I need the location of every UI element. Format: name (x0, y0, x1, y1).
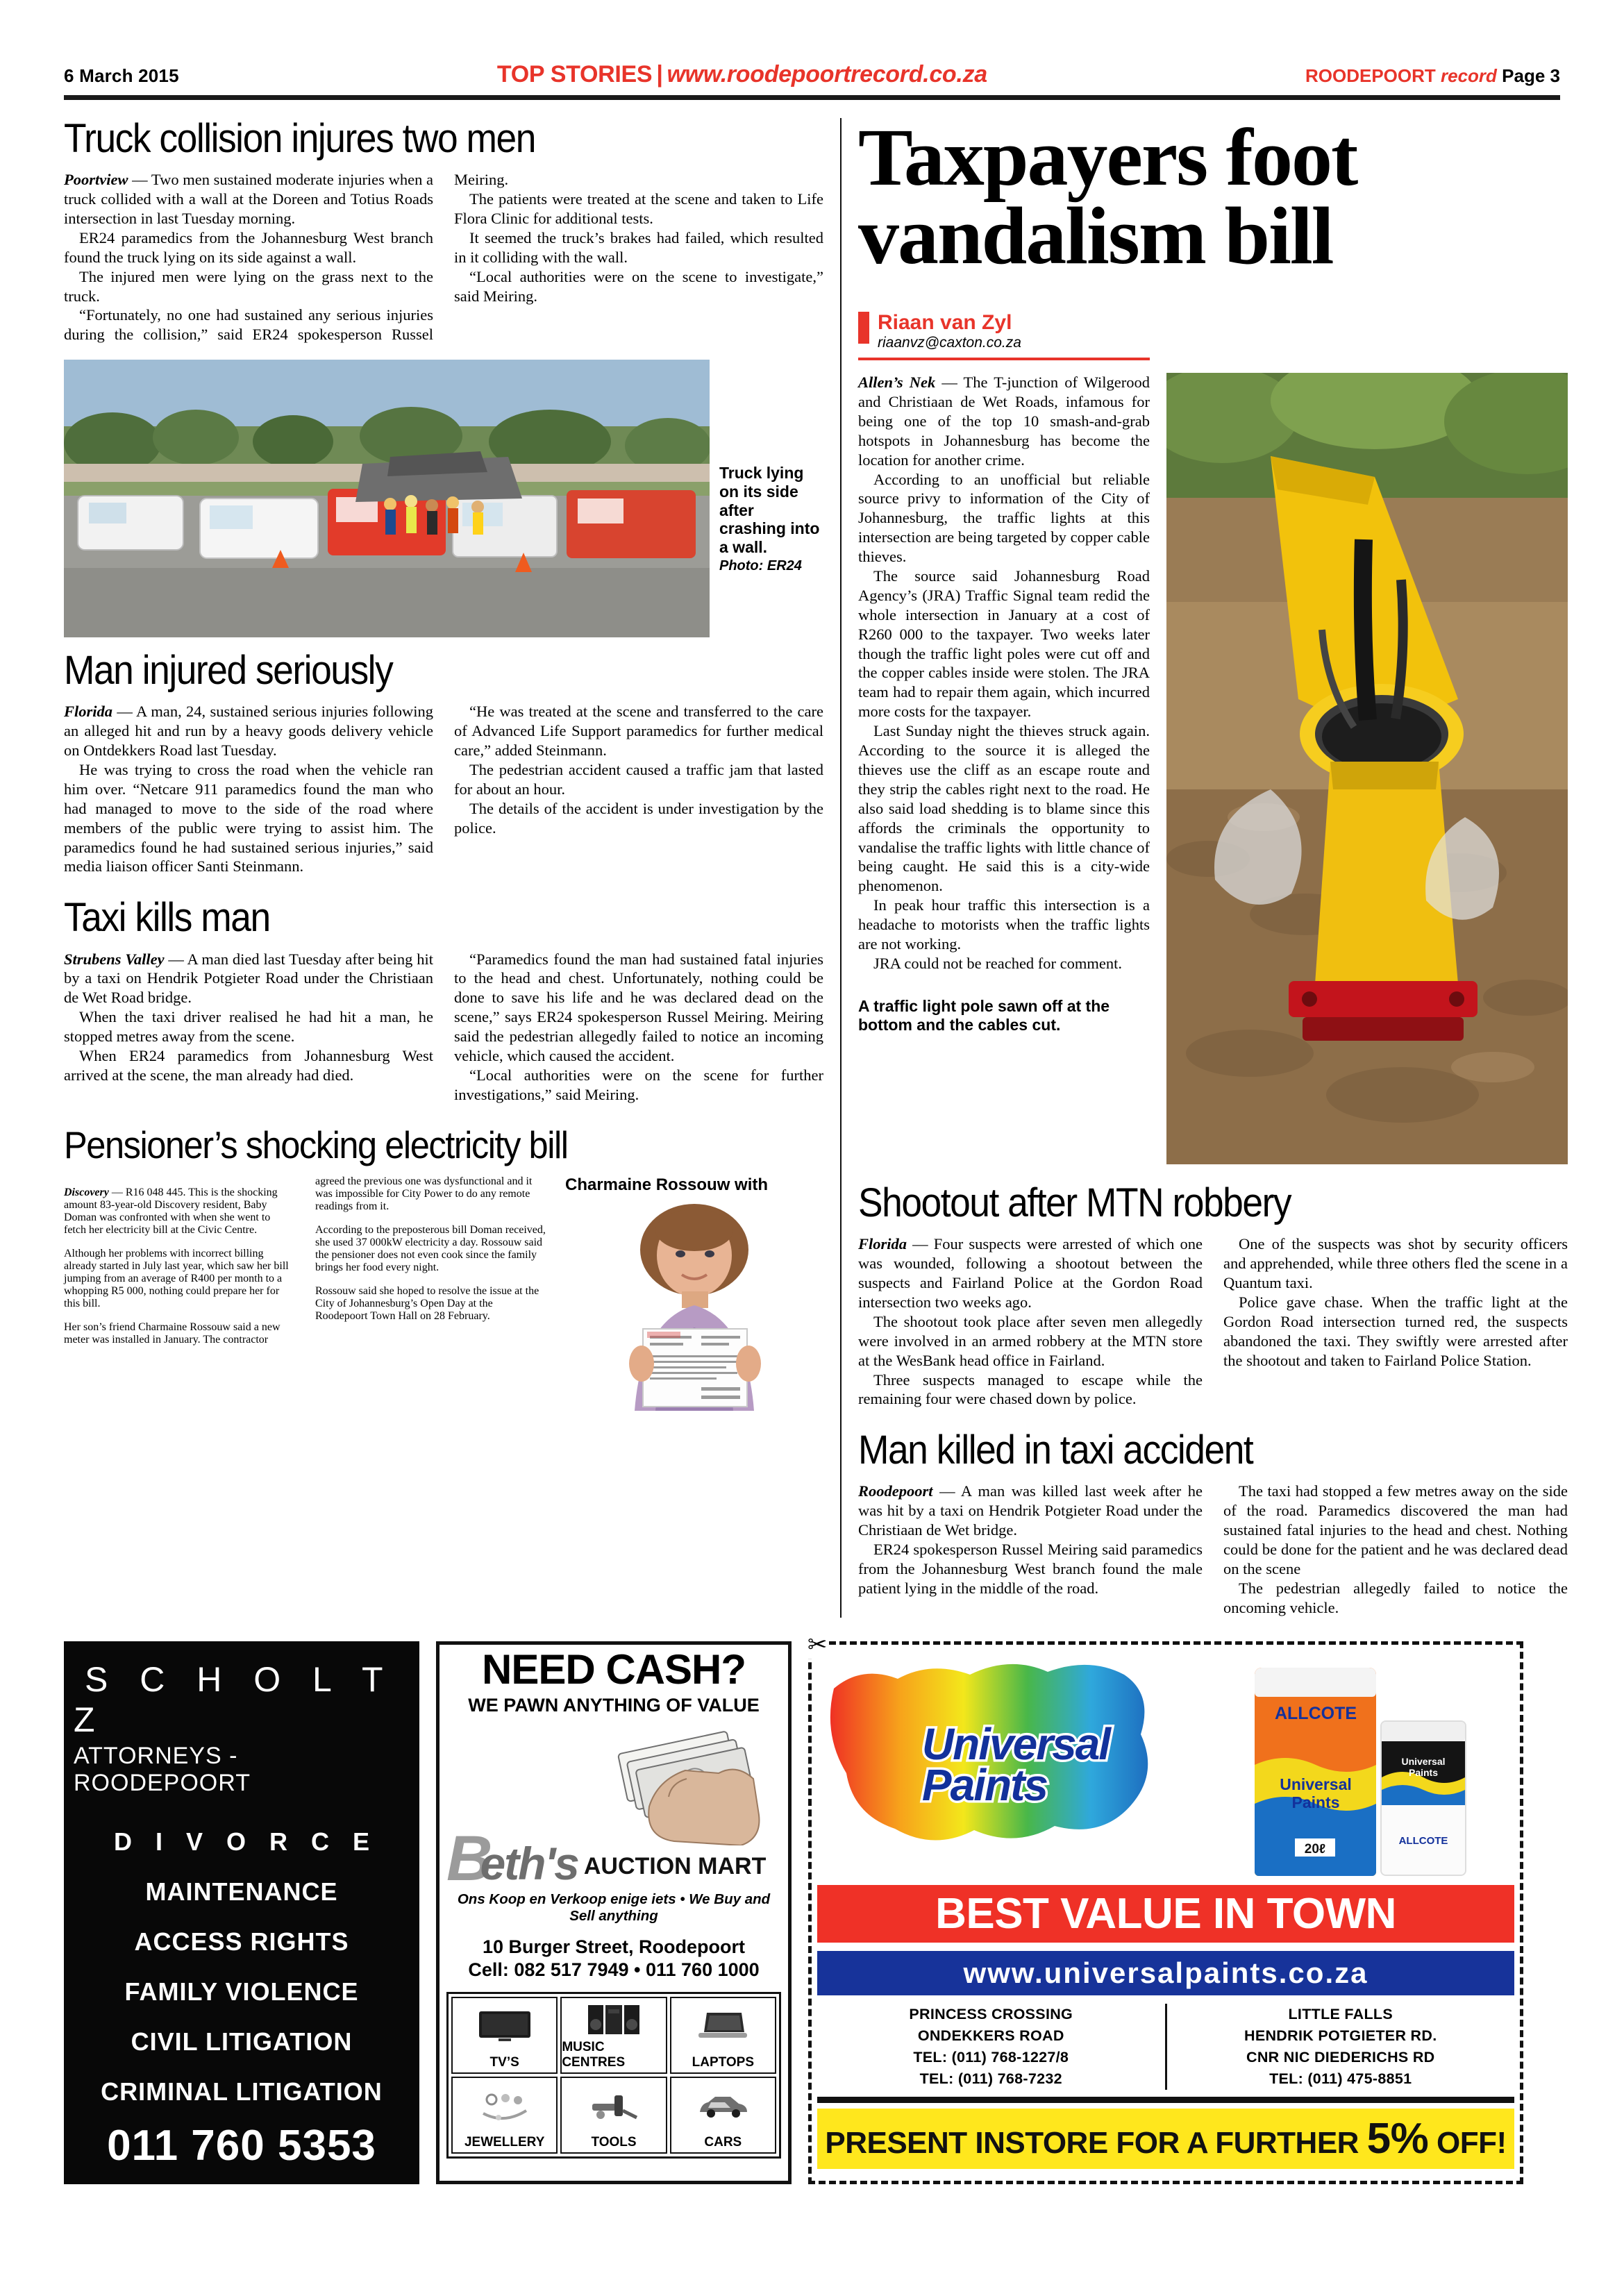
paragraph: The pedestrian accident caused a traffic jam that lasted for about an hour. (454, 761, 823, 798)
scholtz-phone[interactable]: 011 760 5353 (107, 2121, 376, 2170)
paragraph: When ER24 paramedics from Johannesburg West arrived at the scene, the man already had died. (64, 1046, 433, 1084)
masthead-section (497, 61, 987, 88)
masthead-section-label: TOP STORIES (496, 61, 653, 87)
scholtz-service-maintenance: MAINTENANCE (145, 1877, 338, 1906)
woman-holding-bill-art (565, 1203, 823, 1411)
headline-shootout-mtn: Shootout after MTN robbery (858, 1180, 1291, 1226)
beths-hero (446, 1716, 781, 1895)
paragraph: “Fortunately, no one had sustained any serious injuries during the collision,” said ER24 spokesperson Russel Meiring. (64, 171, 509, 344)
lead-place: Florida (64, 703, 113, 721)
scholtz-service-civil-litigation: CIVIL LITIGATION (131, 2027, 353, 2056)
svg-text:Universal: Universal (1400, 1755, 1446, 1767)
advertisement-row (64, 1631, 1560, 2184)
universal-stores (817, 2004, 1514, 2104)
laptop-glyph (696, 2010, 750, 2043)
paragraph-rest: — Two men sustained moderate injuries when a truck collided with a wall at the Doreen and Totius Roads intersection in last Tuesday morning. (64, 171, 433, 227)
article-man-killed-taxi (858, 1427, 1568, 1617)
masthead-rule (64, 95, 1560, 100)
paragraph: ER24 spokesperson Russel Meiring said paramedics from the Johannesburg West branch found the male patient lying in the middle of the road. (858, 1541, 1203, 1597)
byline (858, 312, 1150, 361)
tv-icon (453, 1998, 556, 2055)
lead-place: Allen’s Nek (858, 374, 936, 392)
scholtz-services (74, 1827, 410, 2106)
headline-line-2: vandalism bill (858, 190, 1333, 282)
universal-splash (821, 1661, 1210, 1869)
left-column (64, 118, 823, 1618)
scissors-icon: ✂ (807, 1631, 828, 1658)
lead-place: Poortview (64, 171, 128, 189)
paragraph-rest: — A man was killed last week after he was hit by a taxi on Hendrik Potgieter Road under the Christiaan de Wet bridge. (858, 1482, 1203, 1539)
headline-taxi-kills-man: Taxi kills man (64, 895, 270, 941)
universal-brand-line2: Paints (921, 1759, 1047, 1810)
scholtz-service-divorce: D I V O R C E (113, 1827, 378, 1856)
headline-man-injured: Man injured seriously (64, 648, 393, 694)
paragraph-rest: — R16 048 445. This is the shocking amount 83-year-old Discovery resident, Baby Doman was confronted with when she went to fetch her electricity bill at the Civic Centre. (64, 1186, 278, 1236)
masthead-separator: | (656, 61, 663, 87)
paragraph: Rossouw said she hoped to resolve the issue at the City of Johannesburg’s Open Day at the Roodepoort Town Hall on 28 February. (315, 1284, 539, 1322)
paragraph (858, 373, 1150, 469)
lead-story-text (858, 373, 1150, 1164)
universal-offer-banner (817, 2109, 1514, 2169)
truck-scene-art (64, 360, 710, 637)
tools-icon (562, 2078, 665, 2135)
ad-universal-paints[interactable] (807, 1631, 1523, 2184)
universal-store-little-falls (1167, 2004, 1515, 2090)
lead-place: Florida (858, 1235, 907, 1253)
truck-photo-caption-text: Truck lying on its side after crashing into a wall. (719, 464, 820, 556)
lead-place: Discovery (64, 1186, 109, 1198)
beths-category-label: LAPTOPS (692, 2055, 755, 2070)
store-street: HENDRIK POTGIETER RD. (1244, 2027, 1437, 2044)
pensioner-photo (565, 1203, 823, 1411)
paragraph (64, 1187, 294, 1237)
body-taxi-kills-man (64, 950, 823, 1105)
paragraph: The source said Johannesburg Road Agency’s (JRA) Traffic Signal team redid the whole intersection in January at a cost of R260 000 to the taxpayer. Two weeks later though the traffic light poles were cut off and the copper cables inside were stolen. The JRA team had to repair them again, which incurred more costs for the taxpayer. (858, 567, 1150, 721)
body-pensioner-bill (64, 1175, 823, 1411)
ad-scholtz-attorneys[interactable] (64, 1641, 419, 2184)
paragraph (64, 702, 433, 760)
paragraph: The details of the accident is under investigation by the police. (454, 799, 823, 837)
stereo-glyph (587, 2002, 641, 2036)
article-shootout-mtn (858, 1182, 1568, 1409)
paragraph: In peak hour traffic this intersection is a headache to motorists when the traffic lights are not working. (858, 896, 1150, 953)
body-shootout-mtn (858, 1234, 1568, 1409)
svg-text:Paints: Paints (1408, 1766, 1438, 1778)
scholtz-service-family-violence: FAMILY VIOLENCE (124, 1977, 359, 2006)
masthead-brand-record: record (1441, 65, 1497, 86)
beths-tagline: Ons Koop en Verkoop enige iets • We Buy and Sell anything (457, 1891, 771, 1924)
paragraph: When the taxi driver realised he had hit a man, he stopped metres away from the scene. (64, 1008, 433, 1046)
tools-glyph (587, 2090, 641, 2123)
paragraph: The patients were treated at the scene and taken to Life Flora Clinic for additional tests. (454, 190, 823, 227)
article-pensioner-bill (64, 1125, 823, 1411)
truck-photo-credit: Photo: ER24 (719, 558, 802, 573)
headline-man-killed-taxi: Man killed in taxi accident (858, 1427, 1253, 1473)
byline-email[interactable]: riaanvz@caxton.co.za (878, 335, 1021, 351)
beths-contact (446, 1936, 781, 1983)
jewellery-glyph (478, 2090, 532, 2123)
beths-headline: NEED CASH? (481, 1645, 746, 1693)
paragraph-rest: — Four suspects were arrested of which one was wounded, following a shootout between the suspects and Fairland Police at the Gordon Road intersection two weeks ago. (858, 1235, 1203, 1311)
store-name: PRINCESS CROSSING (909, 2005, 1073, 2022)
article-taxi-kills-man (64, 897, 823, 1104)
paragraph: Although her problems with incorrect billing already started in July last year, which saw her bill jumping from an average of R400 per month to a whopping R5 000, nothing could prepare her for this bill. (64, 1247, 289, 1309)
paragraph: Three suspects managed to escape while the remaining four were chased down by police. (858, 1371, 1203, 1408)
ad-beths-auction-mart[interactable] (436, 1641, 792, 2184)
truck-crash-photo (64, 360, 710, 637)
offer-suffix: OFF! (1428, 2126, 1507, 2161)
paragraph: Police gave chase. When the traffic light at the Gordon Road intersection turned red, the suspects abandoned the taxi. They swiftly were arrested after the shootout and taken to Fairland Police Station. (1223, 1293, 1568, 1369)
beths-category-laptops (670, 1997, 776, 2074)
scholtz-name: S C H O L T Z (74, 1659, 394, 1739)
beths-category-tvs (451, 1997, 558, 2074)
car-glyph (696, 2090, 750, 2123)
paragraph: One of the suspects was shot by security officers and apprehended, while three others fled the scene in a Quantum taxi. (1223, 1235, 1568, 1292)
svg-text:20ℓ: 20ℓ (1304, 1841, 1325, 1857)
paragraph: The taxi had stopped a few metres away on the side of the road. Paramedics discovered the man had sustained fatal injuries to the head and chest. Nothing could be done for the patient and he was declared dead on the scene (1223, 1482, 1568, 1578)
car-icon (671, 2078, 775, 2135)
paragraph (64, 950, 433, 1008)
headline-truck-collision: Truck collision injures two men (64, 116, 535, 161)
byline-accent-bar (858, 312, 869, 344)
paragraph-rest: — A man, 24, sustained serious injuries following an alleged hit and run by a heavy goods delivery vehicle on Ontdekkers Road last Tuesday. (64, 703, 433, 760)
paragraph: According to an unofficial but reliable source privy to information of the City of Johannesburg, the traffic lights at this intersection are being targeted by copper cable thieves. (858, 470, 1150, 566)
beths-category-jewellery (451, 2077, 558, 2154)
paint-can-20l (1255, 1668, 1376, 1876)
masthead (64, 0, 1560, 88)
store-street: ONDEKKERS ROAD (917, 2027, 1064, 2044)
right-column (858, 112, 1568, 1618)
lead-place: Strubens Valley (64, 950, 165, 968)
beths-category-grid (446, 1992, 781, 2159)
beths-subhead: WE PAWN ANYTHING OF VALUE (468, 1694, 760, 1716)
traffic-light-pole-photo (1166, 373, 1568, 1164)
masthead-brand-name: ROODEPOORT (1305, 65, 1436, 86)
universal-hero (812, 1645, 1520, 1885)
store-tel-1: CNR NIC DIEDERICHS RD (1246, 2049, 1435, 2066)
offer-prefix: PRESENT INSTORE FOR A FURTHER (825, 2126, 1367, 2161)
music-centre-icon (562, 1998, 665, 2040)
body-truck-collision (64, 170, 823, 344)
universal-paints-logo (921, 1718, 1110, 1810)
paragraph: Last Sunday night the thieves struck again. According to the source it is alleged the thieves use the cliff as an escape route and they strip the cables right next to the road. He also said load shedding is to blame since this affords the criminals the opportunity to vandalise the traffic lights with little chance of being caught. He said this is a city-wide phenomenon. (858, 722, 1150, 895)
beths-logo-auction-mart: AUCTION MART (583, 1852, 767, 1879)
pensioner-photo-col (565, 1175, 823, 1411)
article-truck-collision (64, 118, 823, 637)
beths-logo (446, 1823, 767, 1895)
paragraph: He was trying to cross the road when the vehicle ran him over. “Netcare 911 paramedics found the man who had managed to move to the side of the road where members of the public were trying to assist him. The paramedics found he had sustained serious injuries,” said media liaison officer Santi Steinmann. (64, 761, 433, 875)
lead-place: Roodepoort (858, 1482, 933, 1500)
small-can-art (1382, 1722, 1465, 1875)
can-brand-label: ALLCOTE (1274, 1703, 1357, 1723)
pensioner-text (64, 1175, 546, 1411)
body-lead-story (858, 373, 1568, 1164)
paragraph: “He was treated at the scene and transferred to the care of Advanced Life Support paramedics for further medical care,” added Steinmann. (454, 703, 823, 760)
beths-category-music-centres (560, 1997, 667, 2074)
truck-photo-row (64, 360, 823, 637)
hand-with-cash-icon (613, 1720, 780, 1845)
byline-text (878, 312, 1021, 351)
column-divider (840, 118, 842, 1618)
universal-brand-line1: Universal (921, 1718, 1110, 1769)
beths-logo-eths: eth's (480, 1838, 578, 1889)
masthead-date: 6 March 2015 (64, 65, 179, 86)
laptop-icon (671, 1998, 775, 2055)
scholtz-service-access-rights: ACCESS RIGHTS (134, 1927, 349, 1956)
pole-photo-caption: A traffic light pole sawn off at the bottom and the cables cut. (858, 996, 1110, 1034)
byline-row (858, 312, 1150, 351)
paragraph-rest: — The T-junction of Wilgerood and Christiaan de Wet Roads, infamous for being one of the top 10 smash-and-grab hotspots in Johannesburg has become the location for another crime. (858, 374, 1150, 469)
offer-percent: 5% (1366, 2115, 1429, 2163)
paragraph: “Local authorities were on the scene for further investigations,” said Meiring. (454, 1066, 823, 1103)
masthead-page-number: Page 3 (1502, 65, 1560, 86)
body-man-injured (64, 702, 823, 876)
paragraph (64, 170, 433, 228)
store-name: LITTLE FALLS (1288, 2005, 1393, 2022)
headline-pensioner-bill: Pensioner’s shocking electricity bill (64, 1123, 568, 1166)
universal-slogan: BEST VALUE IN TOWN (817, 1885, 1514, 1943)
paragraph: ER24 paramedics from the Johannesburg West branch found the truck lying on its side against a wall. (64, 228, 433, 266)
beths-category-cars (670, 2077, 776, 2154)
paragraph: “Paramedics found the man had sustained fatal injuries to the head and chest. Unfortunately, nothing could be done to save his life and he was declared dead on the scene,” says ER24 spokesperson Russel Meiring. Meiring said the pedestrian allegedly failed to notice an incoming vehicle, which caused the accident. (454, 950, 823, 1064)
paragraph (858, 1482, 1203, 1540)
paragraph: According to the preposterous bill Doman received, she used 37 000kW electricity a day. Rossouw said the pensioner does not even cook since the family brings her food every night. (315, 1223, 546, 1273)
beths-category-tools (560, 2077, 667, 2154)
beths-category-label: CARS (704, 2135, 742, 2150)
pensioner-photo-caption: Charmaine Rossouw with (565, 1175, 769, 1194)
svg-text:Universal: Universal (1279, 1775, 1352, 1793)
universal-store-princess-crossing (817, 2004, 1167, 2090)
beths-category-label: MUSIC CENTRES (562, 2040, 626, 2070)
masthead-brand (1305, 65, 1560, 87)
paint-can-small (1380, 1720, 1466, 1876)
page-body (64, 112, 1568, 1618)
paragraph (858, 1234, 1203, 1312)
svg-text:Paints: Paints (1291, 1793, 1340, 1811)
beths-address: 10 Burger Street, Roodepoort (482, 1936, 746, 1957)
article-man-injured (64, 650, 823, 876)
beths-category-label: TV’S (489, 2055, 519, 2070)
beths-logo-b: B (446, 1823, 490, 1895)
universal-website[interactable]: www.universalpaints.co.za (817, 1951, 1514, 1995)
paragraph: Her son’s friend Charmaine Rossouw said a new meter was installed in January. The contractor agreed the previous one was dysfunctional and it was impossible for City Power to do any remote readings from it. (64, 1175, 533, 1346)
byline-author: Riaan van Zyl (878, 310, 1012, 334)
headline-taxpayers-foot-vandalism-bill (858, 112, 1568, 282)
tv-glyph (478, 2010, 532, 2043)
paragraph: The shootout took place after seven men allegedly were involved in an armed robbery at the MTN store at the WesBank head office in Fairland. (858, 1312, 1203, 1369)
beths-phones[interactable]: Cell: 082 517 7949 • 011 760 1000 (468, 1959, 760, 1981)
scholtz-service-criminal-litigation: CRIMINAL LITIGATION (101, 2077, 383, 2106)
masthead-url[interactable]: www.roodepoortrecord.co.za (667, 61, 987, 87)
paragraph: The injured men were lying on the grass next to the truck. (64, 267, 433, 305)
store-tel-1[interactable]: TEL: (011) 768-1227/8 (913, 2049, 1069, 2066)
truck-photo-caption (719, 360, 823, 574)
paragraph: The pedestrian allegedly failed to notice the oncoming vehicle. (1223, 1579, 1568, 1616)
headline-line-1: Taxpayers foot (858, 112, 1357, 203)
store-tel-2[interactable]: TEL: (011) 768-7232 (919, 2070, 1062, 2088)
can-art (1255, 1668, 1376, 1876)
beths-category-label: TOOLS (591, 2135, 637, 2150)
jewellery-icon (453, 2078, 556, 2135)
paragraph-rest: — A man died last Tuesday after being hit by a taxi on Hendrik Potgieter Road under the Christiaan de Wet Road bridge. (64, 950, 433, 1007)
body-man-killed-taxi (858, 1482, 1568, 1617)
universal-paint-cans (1210, 1654, 1510, 1876)
paragraph: “Local authorities were on the scene to investigate,” said Meiring. (454, 267, 823, 305)
paragraph: JRA could not be reached for comment. (873, 954, 1123, 972)
svg-text:ALLCOTE: ALLCOTE (1398, 1834, 1448, 1847)
sawn-pole-art (1166, 373, 1568, 1164)
scholtz-subtitle: ATTORNEYS - ROODEPOORT (74, 1742, 251, 1796)
store-tel-2[interactable]: TEL: (011) 475-8851 (1269, 2070, 1412, 2088)
paragraph: It seemed the truck’s brakes had failed, which resulted in it colliding with the wall. (454, 228, 823, 266)
beths-category-label: JEWELLERY (464, 2135, 545, 2150)
